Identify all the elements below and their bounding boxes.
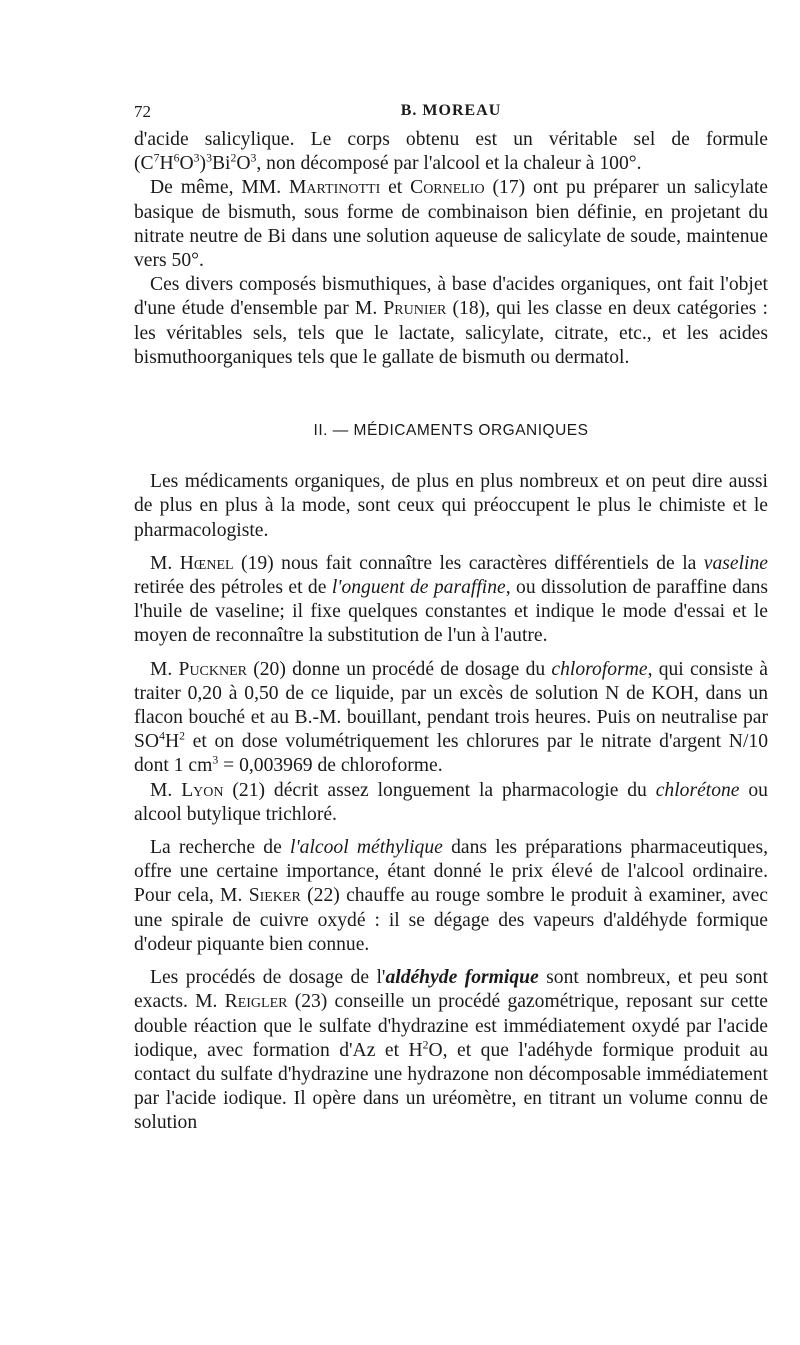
author-name: Prunier — [383, 298, 447, 320]
paragraph-reigler: Les procédés de dosage de l'aldéhyde formique sont nombreux, et peu sont exacts. M. Reigler (23) conseille un procédé gazométrique, reposant sur cette double réaction que le sulfate d'hydrazine est immédiatement oxydé par l'acide iodique, avec formation d'Az et $H^2O$, et que l'adéhyde formique produit au contact du sulfate d'hydrazine une hydrazone non décomposable immédiatement par l'acide iodique. Il opère dans un uréomètre, en titrant un volume connu de solution — [134, 967, 769, 1134]
paragraph-puckner: M. Puckner (20) donne un procédé de dosage du chloroforme, qui consiste à traiter 0,20 à 0,50 de ce liquide, par un excès de solution N de KOH, dans un flacon bouché et au B.-M. bouillant, pendant trois heures. Puis on neutralise par $SO^4H^2$ et on dose volumétriquement les chlorures par le nitrate d'argent N/10 dont 1 $cm^3 = 0,003969$ de chloroforme. — [134, 658, 768, 777]
section-title: II. — MÉDICAMENTS ORGANIQUES — [313, 422, 589, 440]
paragraph-martinotti-cornelio: De même, MM. Martinotti et Cornelio (17) ont pu préparer un salicylate basique de bismuth, sous forme de combinaison bien définie, en projetant du nitrate neutre de Bi dans une solution aqueuse de salicylate de soude, maintenue vers 50°. — [134, 177, 768, 272]
page-body — [134, 128, 768, 1136]
author-name: Lyon — [181, 779, 224, 801]
author-name: Puckner — [178, 658, 248, 680]
author-name: Cornelio — [410, 177, 485, 199]
running-head: B. MOREAU — [400, 102, 502, 119]
paragraph-lyon: M. Lyon (21) décrit assez longuement la pharmacologie du chlorétone ou alcool butylique trichloré. — [134, 779, 768, 825]
paragraph-sieker: La recherche de l'alcool méthylique dans les préparations pharmaceutiques, offre une certaine importance, étant donné le prix élevé de l'alcool ordinaire. Pour cela, M. Sieker (22) chauffe au rouge sombre le produit à examiner, avec une spirale de cuivre oxydé : il se dégage des vapeurs d'aldéhyde formique d'odeur piquante bien connue. — [134, 837, 769, 955]
paragraph-prunier: Ces divers composés bismuthiques, à base d'acides organiques, ont fait l'objet d'une étude d'ensemble par M. Prunier (18), qui les classe en deux catégories : les véritables sels, tels que le lactate, salicylate, citrate, etc., et les acides bismuthoorganiques tels que le gallate de bismuth ou dermatol. — [134, 274, 769, 368]
paragraph-hoenel: M. Hœnel (19) nous fait connaître les caractères différentiels de la vaseline retirée des pétroles et de l'onguent de paraffine, ou dissolution de paraffine dans l'huile de vaseline; il fixe quelques constantes et indique le mode d'essai et le moyen de reconnaître la substitution de l'un à l'autre. — [134, 552, 769, 647]
paragraph-organic-medicines: Les médicaments organiques, de plus en plus nombreux et on peut dire aussi de plus en plus à la mode, sont ceux qui préoccupent le plus le chimiste et le pharmacologiste. — [134, 471, 768, 541]
paragraph-salicylate-formula: d'acide salicylique. Le corps obtenu est un véritable sel de formule $(C^7H^6O^3)^3Bi^2O^3$, non décomposé par l'alcool et la chaleur à 100°. — [134, 129, 768, 175]
author-name: Reigler — [224, 991, 288, 1013]
author-name: Sieker — [248, 885, 301, 907]
author-name: Hœnel — [179, 552, 234, 574]
page-header — [134, 102, 768, 130]
author-name: Martinotti — [289, 177, 381, 199]
page-number: 72 — [134, 102, 151, 121]
